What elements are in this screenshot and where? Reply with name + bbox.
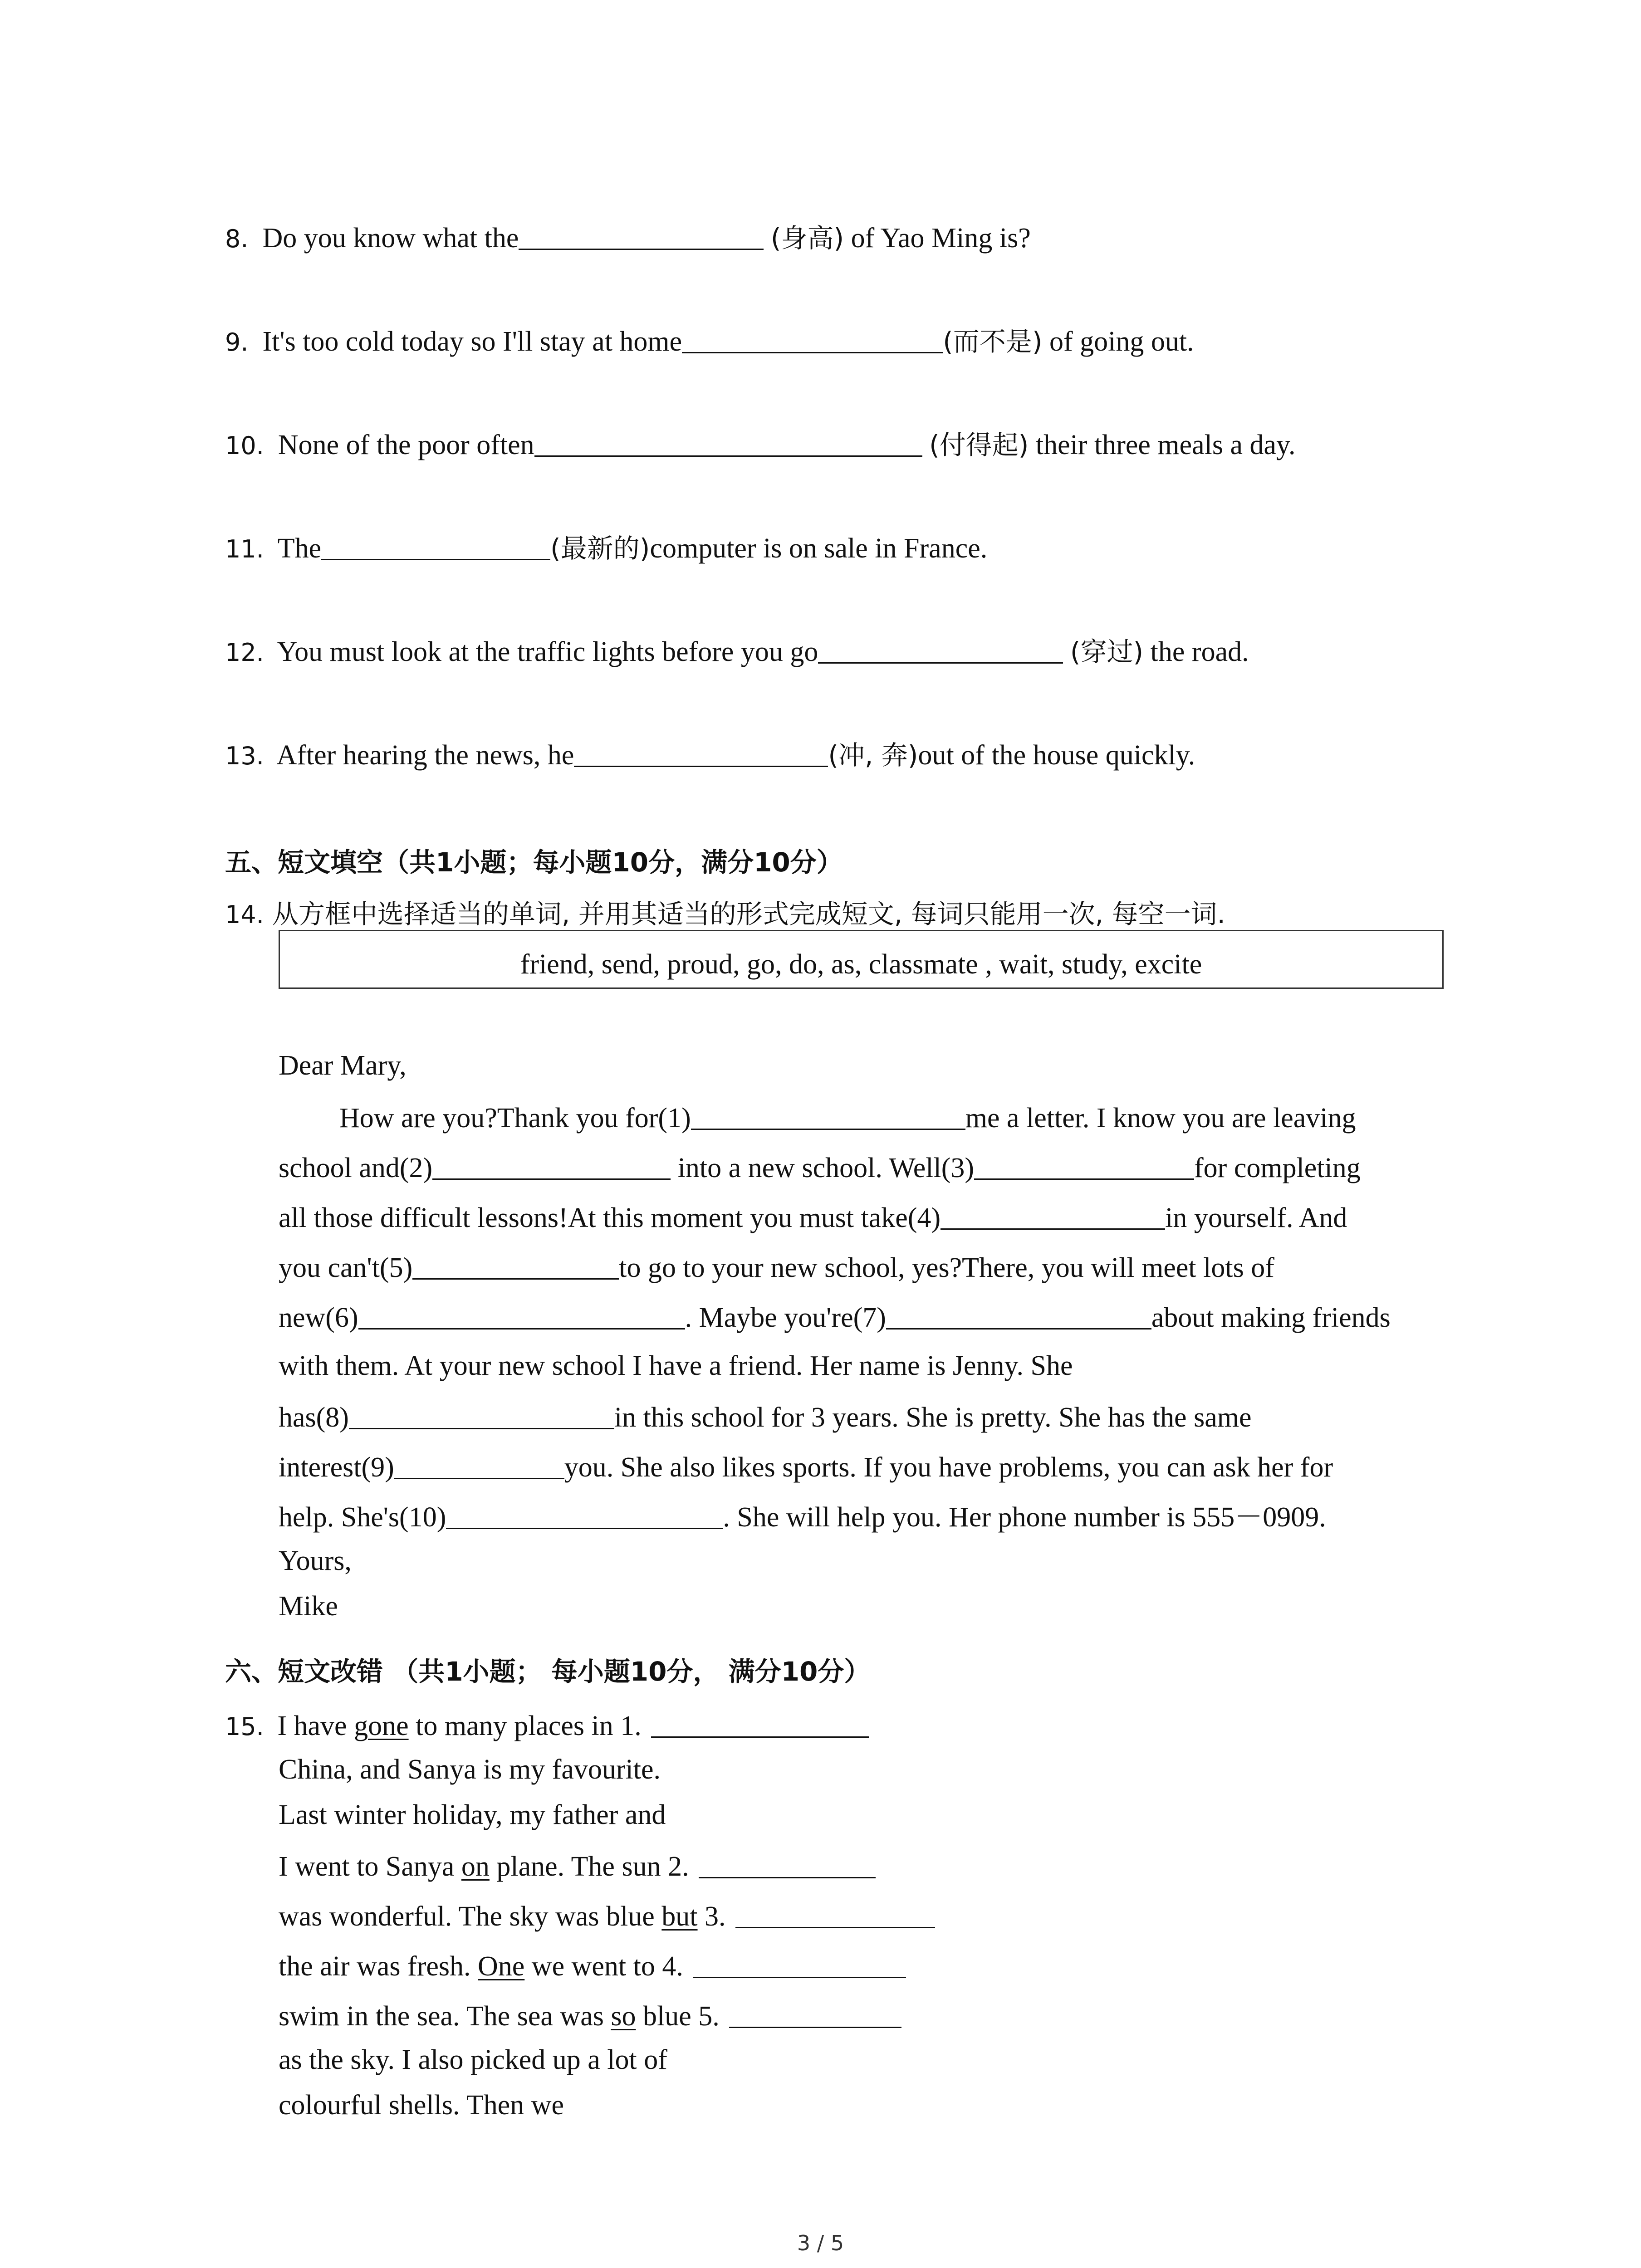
question-number: 8. <box>225 225 249 253</box>
passage-text: How are you?Thank you for(1) <box>339 1103 691 1134</box>
correction-line-7 <box>279 2000 901 2030</box>
passage-text: to many places in 1. <box>408 1711 642 1741</box>
passage-line-8 <box>279 1452 1333 1481</box>
answer-blank[interactable] <box>321 533 550 560</box>
question-10 <box>225 429 1296 459</box>
correction-line-8: as the sky. I also picked up a lot of <box>279 2044 667 2075</box>
underlined-error-word: One <box>478 1951 525 1982</box>
question-text-before: Do you know what the <box>262 223 519 254</box>
passage-text: we went to 4. <box>524 1951 683 1982</box>
passage-text: about making friends <box>1151 1302 1391 1333</box>
answer-blank-4[interactable] <box>941 1202 1165 1230</box>
passage-text: to go to your new school, yes?There, you will meet lots of <box>619 1252 1274 1283</box>
question-text-after: out of the house quickly. <box>918 740 1195 771</box>
answer-blank-7[interactable] <box>886 1302 1151 1330</box>
chinese-hint: (身高) <box>770 223 844 254</box>
letter-closing: Yours, <box>279 1545 352 1576</box>
question-number: 9. <box>225 328 249 357</box>
passage-line-9 <box>279 1501 1326 1531</box>
underlined-error-word: on <box>461 1851 490 1882</box>
underlined-error-word: gone <box>354 1711 409 1741</box>
question-text-after: of Yao Ming is? <box>844 223 1031 254</box>
passage-line-6: with them. At your new school I have a friend. Her name is Jenny. She <box>279 1350 1073 1381</box>
passage-text: in yourself. And <box>1165 1202 1347 1233</box>
question-number: 13. <box>225 742 264 770</box>
passage-text: you can't(5) <box>279 1252 413 1283</box>
chinese-hint: (付得起) <box>929 430 1029 460</box>
question-number: 14. <box>225 900 264 929</box>
question-11 <box>225 533 987 562</box>
answer-blank-1[interactable] <box>691 1102 965 1130</box>
passage-text: 3. <box>697 1901 726 1932</box>
passage-text: all those difficult lessons!At this moment you must take(4) <box>279 1202 941 1233</box>
page-number: 3 / 5 <box>797 2231 844 2255</box>
passage-text: I have <box>277 1711 354 1741</box>
question-text-before: It's too cold today so I'll stay at home <box>262 326 682 357</box>
passage-text: . Maybe you're(7) <box>685 1302 886 1333</box>
question-text-before: You must look at the traffic lights before you go <box>277 636 818 667</box>
correction-blank-5[interactable] <box>729 2000 901 2028</box>
correction-blank-1[interactable] <box>651 1710 869 1738</box>
passage-line-3 <box>279 1202 1347 1232</box>
passage-text: plane. The sun 2. <box>489 1851 689 1882</box>
letter-signature: Mike <box>279 1591 338 1622</box>
question-8 <box>225 222 1031 252</box>
passage-text: me a letter. I know you are leaving <box>965 1103 1356 1134</box>
answer-blank-9[interactable] <box>394 1452 564 1479</box>
question-text-before: After hearing the news, he <box>276 740 574 771</box>
answer-blank[interactable] <box>682 326 943 353</box>
chinese-hint: (而不是) <box>943 326 1043 357</box>
answer-blank-5[interactable] <box>412 1252 619 1280</box>
passage-text: swim in the sea. The sea was <box>279 2001 611 2032</box>
question-text-after: computer is on sale in France. <box>650 533 988 564</box>
correction-line-2: China, and Sanya is my favourite. <box>279 1754 661 1785</box>
question-number: 10. <box>225 431 264 460</box>
passage-text: was wonderful. The sky was blue <box>279 1901 662 1932</box>
passage-text: help. She's(10) <box>279 1502 446 1533</box>
passage-text: for completing <box>1194 1153 1361 1183</box>
correction-line-3: Last winter holiday, my father and <box>279 1799 666 1830</box>
section-5-heading: 五、短文填空（共1小题；每小题10分，满分10分） <box>225 847 843 878</box>
question-14-instruction-line <box>225 893 1225 931</box>
correction-blank-2[interactable] <box>699 1851 876 1878</box>
instruction-text: 从方框中选择适当的单词, 并用其适当的形式完成短文, 每词只能用一次, 每空一词. <box>272 899 1225 929</box>
question-text-before: None of the poor often <box>278 430 534 460</box>
question-12 <box>225 636 1249 666</box>
correction-line-6 <box>279 1950 906 1980</box>
passage-text: the air was fresh. <box>279 1951 478 1982</box>
passage-line-2 <box>279 1152 1361 1182</box>
passage-text: interest(9) <box>279 1452 394 1483</box>
answer-blank-10[interactable] <box>446 1501 723 1529</box>
correction-line-1 <box>225 1710 869 1740</box>
answer-blank-6[interactable] <box>358 1302 685 1330</box>
passage-text: in this school for 3 years. She is pretty. She has the same <box>614 1402 1252 1433</box>
answer-blank[interactable] <box>519 222 764 250</box>
word-box <box>279 930 1444 989</box>
passage-line-1 <box>339 1102 1356 1132</box>
passage-text: blue 5. <box>636 2001 720 2032</box>
passage-text: . She will help you. Her phone number is 555－0909. <box>723 1502 1326 1533</box>
answer-blank-8[interactable] <box>349 1402 614 1429</box>
passage-text: new(6) <box>279 1302 358 1333</box>
chinese-hint: (最新的) <box>550 533 650 564</box>
underlined-error-word: so <box>611 2001 636 2032</box>
word-box-list: friend, send, proud, go, do, as, classmate , wait, study, excite <box>520 949 1202 980</box>
correction-blank-3[interactable] <box>735 1901 935 1928</box>
passage-text: school and(2) <box>279 1153 433 1183</box>
answer-blank-3[interactable] <box>974 1152 1194 1180</box>
question-text-after: of going out. <box>1042 326 1194 357</box>
question-text-before: The <box>277 533 322 564</box>
passage-text: has(8) <box>279 1402 349 1433</box>
passage-text: I went to Sanya <box>279 1851 461 1882</box>
passage-line-5 <box>279 1302 1391 1332</box>
question-number: 12. <box>225 638 264 667</box>
section-6-heading: 六、短文改错 （共1小题； 每小题10分， 满分10分） <box>225 1656 871 1687</box>
answer-blank[interactable] <box>574 739 828 767</box>
question-9 <box>225 326 1194 356</box>
passage-text: you. She also likes sports. If you have problems, you can ask her for <box>564 1452 1333 1483</box>
question-text-after: the road. <box>1143 636 1249 667</box>
correction-blank-4[interactable] <box>693 1950 906 1978</box>
chinese-hint: (穿过) <box>1070 636 1144 667</box>
chinese-hint: (冲, 奔) <box>828 740 918 771</box>
question-number: 15. <box>225 1712 264 1741</box>
correction-line-5 <box>279 1901 935 1931</box>
question-13 <box>225 739 1195 769</box>
passage-text: into a new school. Well(3) <box>671 1153 975 1183</box>
answer-blank[interactable] <box>818 636 1063 664</box>
underlined-error-word: but <box>661 1901 698 1932</box>
correction-line-9: colourful shells. Then we <box>279 2090 564 2121</box>
passage-line-7 <box>279 1402 1251 1432</box>
passage-line-4 <box>279 1252 1274 1282</box>
answer-blank-2[interactable] <box>432 1152 671 1180</box>
correction-line-4 <box>279 1851 876 1881</box>
question-number: 11. <box>225 535 264 563</box>
question-text-after: their three meals a day. <box>1029 430 1296 460</box>
letter-greeting: Dear Mary, <box>279 1050 407 1081</box>
answer-blank[interactable] <box>534 429 922 457</box>
